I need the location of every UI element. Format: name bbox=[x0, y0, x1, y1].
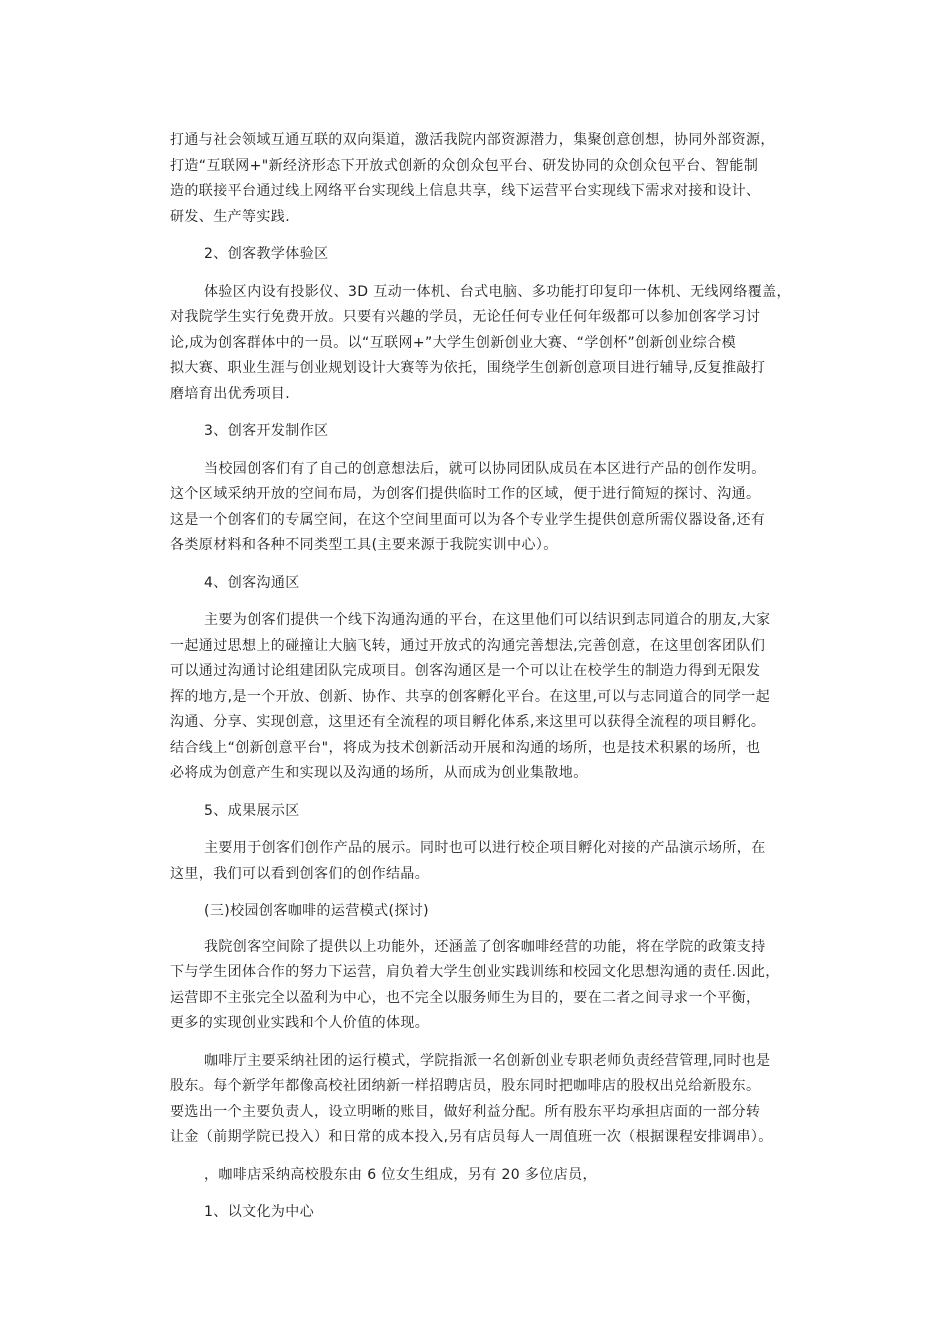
text-line: 结合线上“创新创意平台"，将成为技术创新活动开展和沟通的场所，也是技术积累的场所，也 bbox=[170, 739, 761, 756]
paragraph-dev-area bbox=[170, 457, 810, 559]
text-line: 这是一个创客们的专属空间，在这个空间里面可以为各个专业学生提供创意所需仪器设备,还有 bbox=[170, 511, 766, 528]
text-line: 对我院学生实行免费开放。只要有兴趣的学员，无论任何专业任何年级都可以参加创客学习讨 bbox=[170, 309, 761, 325]
text-line: 这里，我们可以看到创客们的创作结晶。 bbox=[170, 865, 430, 882]
paragraph-communication-area bbox=[170, 608, 810, 787]
text-line: 主要用于创客们创作产品的展示。同时也可以进行校企项目孵化对接的产品演示场所，在 bbox=[204, 840, 766, 856]
text-line: 主要为创客们提供一个线下沟通沟通的平台，在这里他们可以结识到志同道合的朋友,大家 bbox=[204, 612, 771, 628]
paragraph-cafe-model bbox=[170, 935, 810, 1037]
section-heading-teaching-area: 2、创客教学体验区 bbox=[204, 246, 329, 262]
text-line: 可以通过沟通讨论组建团队完成项目。创客沟通区是一个可以让在校学生的制造力得到无限发 bbox=[170, 663, 761, 679]
text-line: 当校园创客们有了自己的创意想法后，就可以协同团队成员在本区进行产品的创作发明。 bbox=[204, 460, 766, 477]
paragraph-teaching-area bbox=[170, 280, 810, 408]
text-line: 体验区内设有投影仪、3D 互动一体机、台式电脑、多功能打印复印一体机、无线网络覆盖， bbox=[204, 283, 791, 300]
text-line: 下与学生团体合作的努力下运营，肩负着大学生创业实践训练和校园文化思想沟通的责任.因此， bbox=[170, 964, 780, 980]
text-line: 各类原材料和各种不同类型工具(主要来源于我院实训中心）。 bbox=[170, 537, 558, 553]
text-line: 论,成为创客群体中的一员。以“互联网+”大学生创新创业大赛、“学创杯”创新创业综合模 bbox=[170, 334, 736, 351]
text-line: 沟通、分享、实现创意，这里还有全流程的项目孵化体系,来这里可以获得全流程的项目孵化。 bbox=[170, 714, 766, 730]
text-line: 我院创客空间除了提供以上功能外，还涵盖了创客咖啡经营的功能，将在学院的政策支持 bbox=[204, 938, 766, 955]
paragraph-cafe-shareholders: ，咖啡店采纳高校股东由 6 位女生组成，另有 20 多位店员， bbox=[204, 1166, 597, 1183]
text-line: 必将成为创意产生和实现以及沟通的场所，从而成为创业集散地。 bbox=[170, 765, 588, 781]
paragraph-showcase-area bbox=[170, 836, 810, 887]
text-line: 咖啡厅主要采纳社团的运行模式，学院指派一名创新创业专职老师负责经营管理,同时也是 bbox=[204, 1052, 771, 1069]
section-heading-communication-area: 4、创客沟通区 bbox=[204, 574, 300, 591]
text-line: 造的联接平台通过线上网络平台实现线上信息共享，线下运营平台实现线下需求对接和设计、 bbox=[170, 183, 761, 199]
text-line: 拟大赛、职业生涯与创业规划设计大赛等为依托，围绕学生创新创意项目进行辅导,反复推敲打 bbox=[170, 360, 766, 376]
text-line: 磨培育出优秀项目. bbox=[170, 385, 291, 402]
text-line: 打通与社会领域互通互联的双向渠道，激活我院内部资源潜力，集聚创意创想，协同外部资源， bbox=[170, 132, 775, 148]
paragraph-cafe-operation bbox=[170, 1049, 810, 1151]
document-page bbox=[170, 128, 810, 1226]
text-line: 更多的实现创业实践和个人价值的体现。 bbox=[170, 1015, 430, 1031]
text-line: 要选出一个主要负责人，设立明晰的账目，做好利益分配。所有股东平均承担店面的一部分转 bbox=[170, 1103, 761, 1120]
text-line: 股东。每个新学年都像高校社团纳新一样招聘店员，股东同时把咖啡店的股权出兑给新股东。 bbox=[170, 1078, 761, 1094]
section-heading-dev-area: 3、创客开发制作区 bbox=[204, 423, 329, 439]
text-line: 运营即不主张完全以盈利为中心，也不完全以服务师生为目的，要在二者之间寻求一个平衡， bbox=[170, 989, 761, 1006]
text-line: 让金（前期学院已投入）和日常的成本投入,另有店员每人一周值班一次（根据课程安排调串）。 bbox=[170, 1129, 773, 1145]
section-heading-showcase-area: 5、成果展示区 bbox=[204, 802, 300, 819]
text-line: 这个区域采纳开放的空间布局，为创客们提供临时工作的区域，便于进行简短的探讨、沟通。 bbox=[170, 486, 761, 502]
paragraph-platform bbox=[170, 128, 810, 230]
section-heading-culture-center: 1、以文化为中心 bbox=[204, 1204, 315, 1220]
text-line: 打造“互联网+"新经济形态下开放式创新的众创众包平台、研发协同的众创众包平台、智能制 bbox=[170, 157, 759, 174]
text-line: 挥的地方,是一个开放、创新、协作、共享的创客孵化平台。在这里,可以与志同道合的同学一起 bbox=[170, 688, 771, 705]
text-line: 研发、生产等实践. bbox=[170, 208, 291, 225]
text-line: 一起通过思想上的碰撞让大脑飞转，通过开放式的沟通完善想法,完善创意，在这里创客团队们 bbox=[170, 637, 766, 654]
section-heading-cafe-model: (三)校园创客咖啡的运营模式(探讨) bbox=[204, 903, 430, 919]
